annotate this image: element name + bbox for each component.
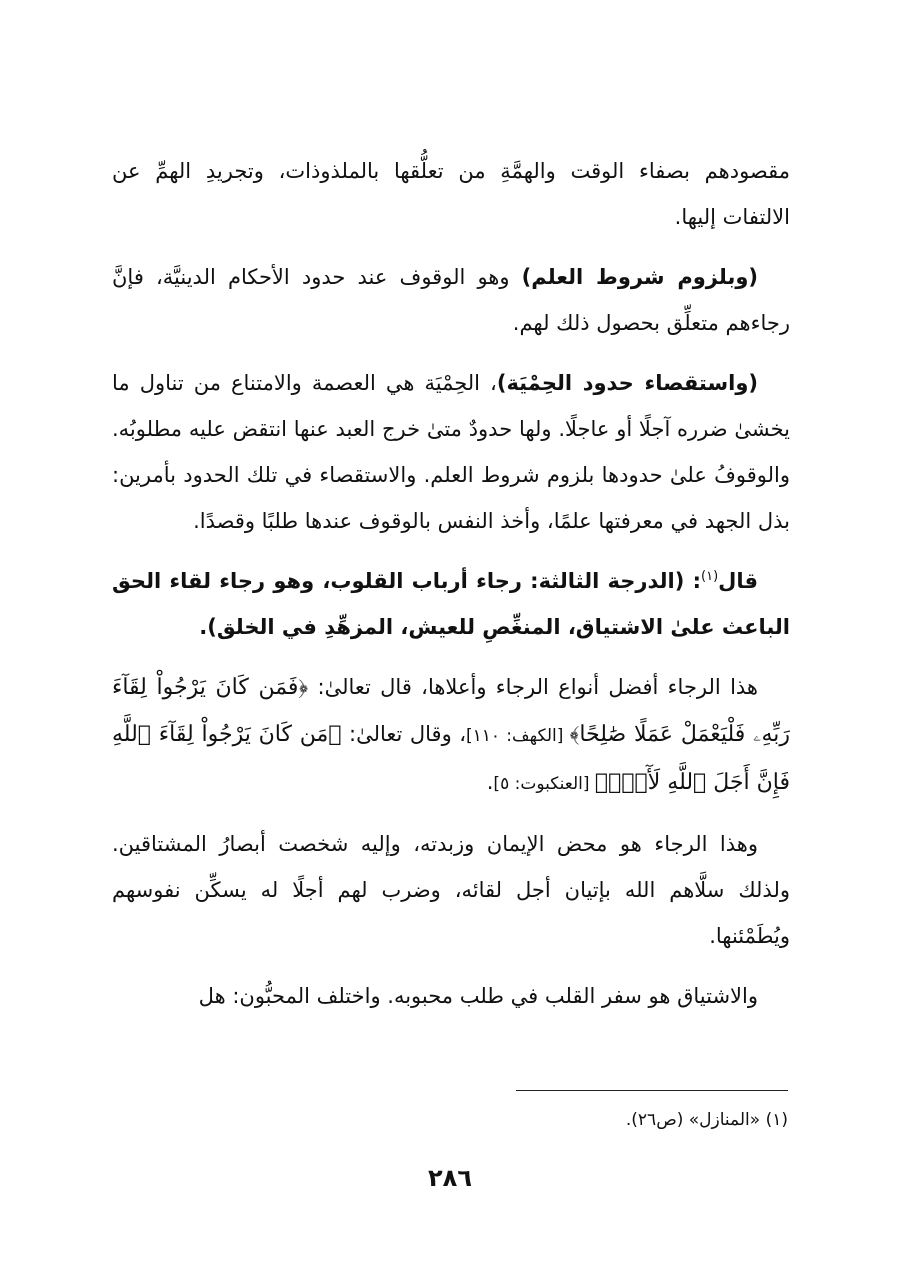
paragraph-2	[112, 254, 790, 346]
paragraph-1-text: مقصودهم بصفاء الوقت والهمَّةِ من تعلُّقها بالملذوذات، وتجريدِ الهمِّ عن الالتفات إليها.	[112, 159, 790, 229]
paragraph-7	[112, 973, 790, 1019]
paragraph-4-lead: قال	[718, 569, 758, 593]
paragraph-3-text: ، الحِمْيَة هي العصمة والامتناع من تناول ما يخشىٰ ضرره آجلًا أو عاجلًا. ولها حدودٌ متىٰ خرج العبد عنها انتقض عليه مطلوبُه. والوقوفُ علىٰ حدودها بلزوم شروط العلم. والاستقصاء في تلك الحدود بأمرين: بذل الجهد في معرفتها علمًا، وأخذ النفس بالوقوف عندها طلبًا وقصدًا.	[112, 371, 790, 533]
footnote-marker[interactable]: (١)	[701, 569, 719, 584]
verse-reference-1: [الكهف: ١١٠]	[466, 726, 570, 746]
footnote-divider	[516, 1090, 788, 1091]
page-number: ٢٨٦	[428, 1164, 472, 1192]
paragraph-7-text: والاشتياق هو سفر القلب في طلب محبوبه. واختلف المحبُّون: هل	[198, 984, 758, 1008]
paragraph-4-text: (الدرجة الثالثة: رجاء أرباب القلوب، وهو رجاء لقاء الحق الباعث علىٰ الاشتياق، المنغِّصِ للعيش، المزهِّدِ في الخلق).	[112, 569, 790, 639]
quran-verse-1: ﴿فَمَن كَانَ يَرْجُواْ لِقَآءَ رَبِّهِۦ فَلْيَعْمَلْ عَمَلًا صَٰلِحًا﴾	[112, 675, 790, 747]
paragraph-6-text: وهذا الرجاء هو محض الإيمان وزبدته، وإليه شخصت أبصارُ المشتاقين. ولذلك سلَّاهم الله بإتيان أجل لقائه، وضرب لهم أجلًا له يسكِّن نفوسهم ويُطَمْئنها.	[112, 832, 790, 948]
verse-reference-2: [العنكبوت: ٥]	[493, 774, 595, 794]
paragraph-6	[112, 821, 790, 959]
paragraph-5	[112, 664, 790, 807]
quran-verse-2: ﴿مَن كَانَ يَرْجُواْ لِقَآءَ ٱللَّهِ فَإِنَّ أَجَلَ ٱللَّهِ لَأٓتٍۚ﴾	[112, 722, 790, 795]
paragraph-5-text-1: هذا الرجاء أفضل أنواع الرجاء وأعلاها، قال تعالىٰ:	[308, 675, 758, 699]
paragraph-2-text: وهو الوقوف عند حدود الأحكام الدينيَّة، فإنَّ رجاءهم متعلِّق بحصول ذلك لهم.	[112, 265, 790, 335]
footnote: (١) «المنازل» (ص٢٦).	[625, 1110, 788, 1130]
paragraph-4	[112, 558, 790, 650]
paragraph-5-text-2: ، وقال تعالىٰ:	[341, 722, 467, 746]
paragraph-2-heading: (وبلزوم شروط العلم)	[521, 265, 758, 289]
main-text	[112, 148, 790, 1033]
paragraph-1	[112, 148, 790, 240]
paragraph-5-end: .	[486, 770, 494, 794]
paragraph-3	[112, 360, 790, 544]
paragraph-3-heading: (واستقصاء حدود الحِمْيَة)	[496, 371, 759, 395]
paragraph-4-colon: :	[684, 569, 701, 593]
